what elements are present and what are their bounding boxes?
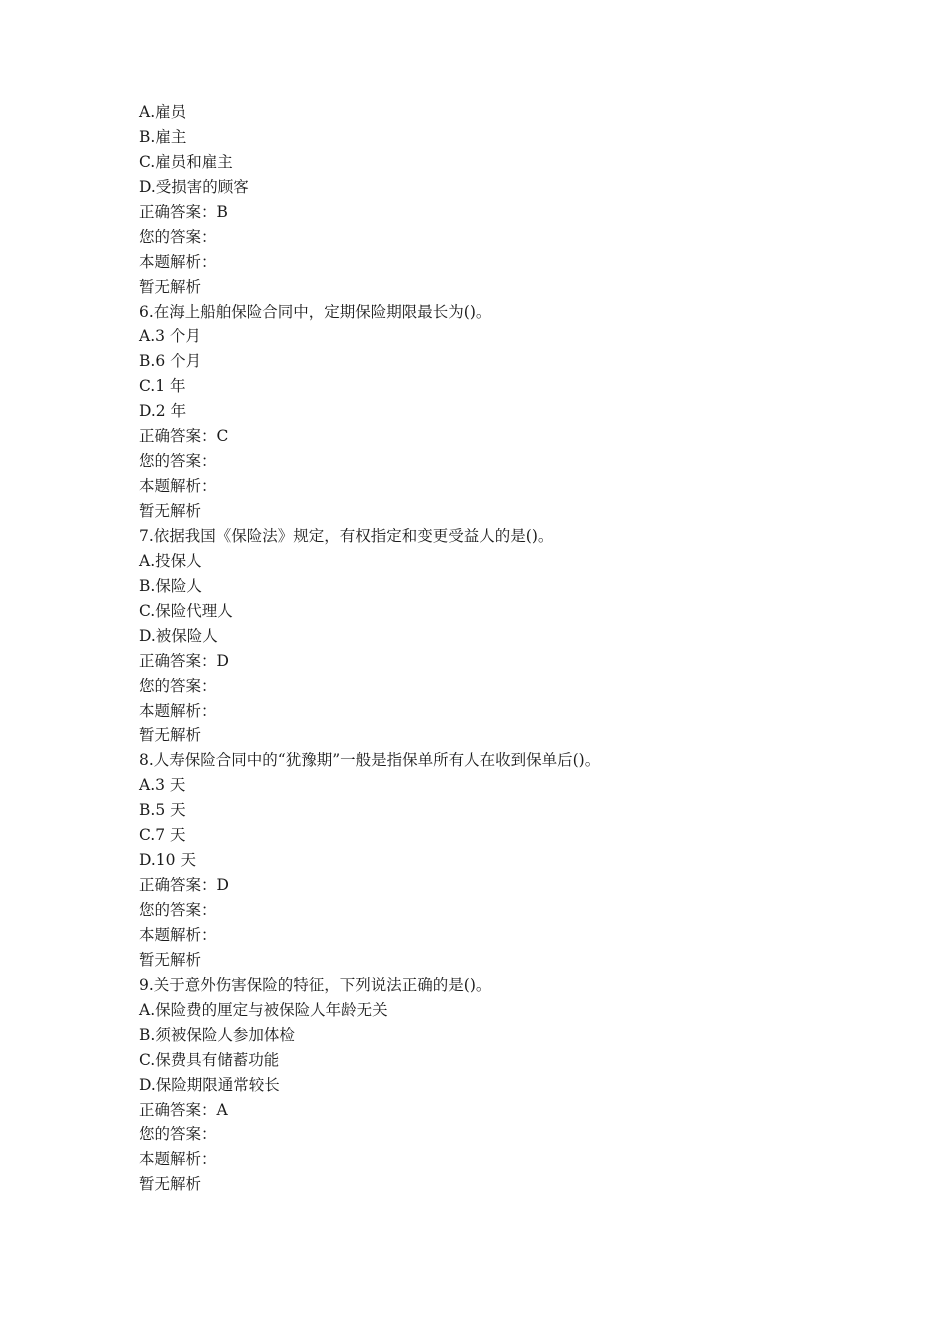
option-d: D.被保险人 xyxy=(139,626,218,645)
explanation-label: 本题解析： xyxy=(139,701,217,720)
option-a: A.3 个月 xyxy=(139,327,201,346)
option-c: C.雇员和雇主 xyxy=(139,152,233,171)
explanation-text: 暂无解析 xyxy=(139,502,202,520)
your-answer: 您的答案： xyxy=(139,452,217,471)
option-d: D.10 天 xyxy=(139,851,196,870)
option-d: D.保险期限通常较长 xyxy=(139,1075,280,1094)
option-d: D.受损害的顾客 xyxy=(139,177,249,196)
option-c: C.7 天 xyxy=(139,826,186,845)
document-body xyxy=(139,100,879,1197)
option-b: B.雇主 xyxy=(139,127,187,146)
option-a: A.雇员 xyxy=(139,103,187,121)
question-6: 6.在海上船舶保险合同中，定期保险期限最长为()。 xyxy=(139,302,492,321)
correct-answer: 正确答案：B xyxy=(139,202,228,221)
your-answer: 您的答案： xyxy=(139,676,217,695)
explanation-text: 暂无解析 xyxy=(139,950,202,969)
explanation-label: 本题解析： xyxy=(139,1150,217,1169)
question-9: 9.关于意外伤害保险的特征，下列说法正确的是()。 xyxy=(139,975,492,994)
option-c: C.保险代理人 xyxy=(139,601,233,620)
correct-answer: 正确答案：A xyxy=(139,1100,228,1119)
option-b: B.须被保险人参加体检 xyxy=(139,1025,295,1044)
option-b: B.5 天 xyxy=(139,801,186,820)
explanation-text: 暂无解析 xyxy=(139,1175,202,1194)
explanation-label: 本题解析： xyxy=(139,477,217,496)
explanation-label: 本题解析： xyxy=(139,252,217,271)
correct-answer: 正确答案：C xyxy=(139,427,229,446)
your-answer: 您的答案： xyxy=(139,901,217,919)
correct-answer: 正确答案：D xyxy=(139,651,229,670)
option-b: B.保险人 xyxy=(139,576,202,595)
option-c: C.保费具有储蓄功能 xyxy=(139,1050,280,1069)
option-d: D.2 年 xyxy=(139,402,187,421)
explanation-label: 本题解析： xyxy=(139,925,217,944)
explanation-text: 暂无解析 xyxy=(139,726,202,745)
question-7: 7.依据我国《保险法》规定，有权指定和变更受益人的是()。 xyxy=(139,526,554,545)
option-a: A.投保人 xyxy=(139,551,202,570)
your-answer: 您的答案： xyxy=(139,1125,217,1144)
correct-answer: 正确答案：D xyxy=(139,876,229,895)
question-8: 8.人寿保险合同中的“犹豫期”一般是指保单所有人在收到保单后()。 xyxy=(139,751,601,770)
option-c: C.1 年 xyxy=(139,377,186,396)
explanation-text: 暂无解析 xyxy=(139,277,202,296)
your-answer: 您的答案： xyxy=(139,227,217,246)
option-a: A.保险费的厘定与被保险人年龄无关 xyxy=(139,1000,388,1019)
option-a: A.3 天 xyxy=(139,776,186,795)
option-b: B.6 个月 xyxy=(139,352,202,371)
